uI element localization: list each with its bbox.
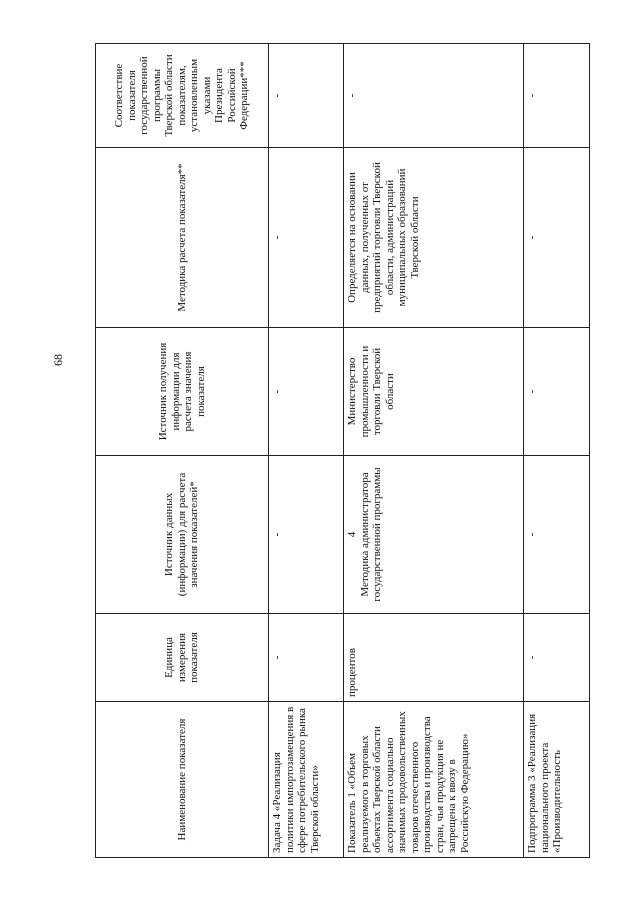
cell-info-source: Министерство промышленности и торговли Тверской области: [344, 328, 524, 456]
cell-calculation-method: -: [524, 148, 590, 328]
cell-compliance: -: [269, 44, 344, 148]
table-row: [344, 44, 524, 858]
header-indicator-name: Наименование показателя: [96, 702, 269, 858]
header-unit: Единица измерения показателя: [96, 614, 269, 702]
cell-data-source: -: [524, 456, 590, 614]
cell-compliance: -: [524, 44, 590, 148]
header-presidential-compliance: Соответствие показателя государственной программы Тверской области показателям, установленным указами Президента Российской Федерации***: [96, 44, 269, 148]
cell-info-source: -: [524, 328, 590, 456]
header-data-source: Источник данных (информации) для расчета значения показателей*: [96, 456, 269, 614]
cell-compliance: -: [344, 44, 524, 148]
cell-data-source: [344, 456, 524, 614]
indicators-table: [95, 43, 590, 858]
page-number: 68: [51, 354, 65, 366]
table-row: [269, 44, 344, 858]
cell-unit: -: [524, 614, 590, 702]
cell-calculation-method: -: [269, 148, 344, 328]
table-row: [524, 44, 590, 858]
data-source-text: Методика администратора государственной программы: [358, 467, 383, 602]
cell-unit: процентов: [344, 614, 524, 702]
header-calculation-method: Методика расчета показателя**: [96, 148, 269, 328]
cell-indicator-name: Подпрограмма 3 «Реализация национального проекта «Производительность: [524, 702, 590, 858]
cell-unit: -: [269, 614, 344, 702]
cell-data-source: -: [269, 456, 344, 614]
data-source-code: 4: [346, 531, 358, 538]
header-info-source: Источник получения информации для расчета значения показателя: [96, 328, 269, 456]
rotated-page-content: [95, 44, 589, 858]
cell-indicator-name: Показатель 1 «Объем реализуемого в торговых объектах Тверской области ассортимента социально значимых продовольственных товаров отечественного производства и производства стран, чья продукция не запрещена к ввозу в Российскую Федерацию»: [344, 702, 524, 858]
cell-info-source: -: [269, 328, 344, 456]
cell-indicator-name: Задача 4 «Реализация политики импортозамещения в сфере потребительского рынка Тверской области»: [269, 702, 344, 858]
table-header-row: [96, 44, 269, 858]
cell-calculation-method: Определяется на основании данных, полученных от предприятий торговли Тверской области, администраций муниципальных образований Тверской области: [344, 148, 524, 328]
